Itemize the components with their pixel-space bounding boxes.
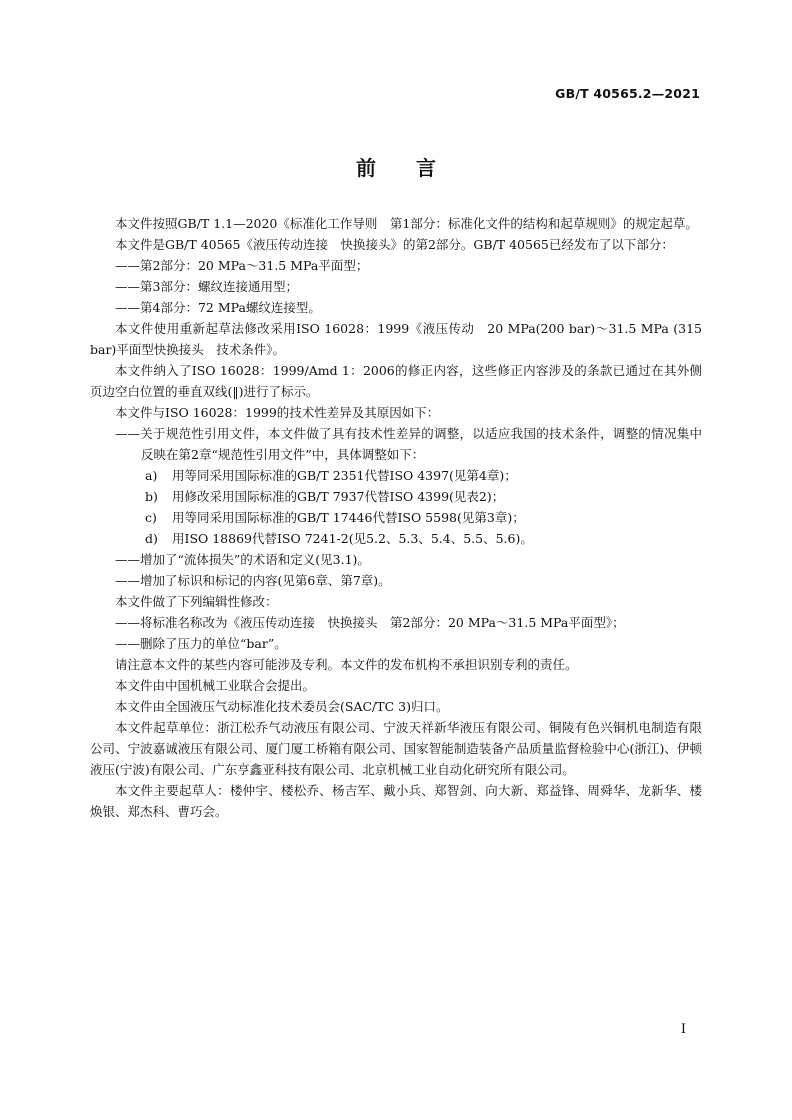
paragraph-series-parts: 本文件是GB/T 40565《液压传动连接 快换接头》的第2部分。GB/T 40565已经发布了以下部分： — [115, 237, 674, 252]
dash-item-part-3: ——第3部分：螺纹连接通用型； — [115, 279, 298, 294]
paragraph-drafters: 本文件主要起草人：楼仲宇、楼松乔、杨吉军、戴小兵、郑智剑、向大新、郑益锋、周舜华、龙新华、楼焕银、郑杰科、曹巧会。 — [90, 783, 702, 819]
dash-item-part-2: ——第2部分：20 MPa～31.5 MPa平面型； — [115, 258, 369, 273]
list-item-text: 用等同采用国际标准的GB/T 17446代替ISO 5598(见第3章)； — [172, 510, 525, 525]
dash-item-normative-references: ——关于规范性引用文件，本文件做了具有技术性差异的调整，以适应我国的技术条件，调整的情况集中反映在第2章“规范性引用文件”中，具体调整如下： — [115, 426, 702, 462]
paragraph-editorial-changes: 本文件做了下列编辑性修改： — [115, 594, 278, 609]
page-number: I — [680, 1022, 686, 1037]
paragraph-technical-differences: 本文件与ISO 16028：1999的技术性差异及其原因如下： — [115, 405, 440, 420]
dash-item-marking: ——增加了标识和标记的内容(见第6章、第7章)。 — [115, 573, 391, 588]
list-item — [90, 465, 702, 486]
paragraph-governed-by: 本文件由全国液压气动标准化技术委员会(SAC/TC 3)归口。 — [115, 699, 449, 714]
list-item-text: 用等同采用国际标准的GB/T 2351代替ISO 4397(见第4章)； — [172, 468, 517, 483]
list-item — [90, 507, 702, 528]
dash-item-part-4: ——第4部分：72 MPa螺纹连接型。 — [115, 300, 321, 315]
page-title: 前言 — [356, 156, 476, 180]
paragraph-amendment: 本文件纳入了ISO 16028：1999/Amd 1：2006的修正内容，这些修正内容涉及的条款已通过在其外侧页边空白位置的垂直双线(‖)进行了标示。 — [90, 363, 702, 399]
dash-item-fluid-loss: ——增加了“流体损失”的术语和定义(见3.1)。 — [115, 552, 370, 567]
paragraph-drafting-organizations: 本文件起草单位：浙江松乔气动液压有限公司、宁波天祥新华液压有限公司、铜陵有色兴铜机电制造有限公司、宁波嘉诚液压有限公司、厦门厦工桥箱有限公司、国家智能制造装备产品质量监督检验中心(浙江)、伊顿液压(宁波)有限公司、广东亨鑫亚科技有限公司、北京机械工业自动化研究所有限公司。 — [90, 720, 702, 777]
list-item-label: a) — [145, 468, 158, 483]
list-item-label: b) — [145, 489, 158, 504]
list-item — [90, 528, 702, 549]
list-item-text: 用修改采用国际标准的GB/T 7937代替ISO 4399(见表2)； — [172, 489, 505, 504]
dash-item-rename: ——将标准名称改为《液压传动连接 快换接头 第2部分：20 MPa～31.5 MPa平面型》； — [115, 615, 625, 630]
dash-item-remove-bar: ——删除了压力的单位“bar”。 — [115, 636, 287, 651]
list-item — [90, 486, 702, 507]
document-body — [90, 213, 702, 822]
paragraph-adoption: 本文件使用重新起草法修改采用ISO 16028：1999《液压传动 20 MPa(200 bar)～31.5 MPa (315 bar)平面型快换接头 技术条件》。 — [90, 321, 702, 357]
paragraph-drafting-rules: 本文件按照GB/T 1.1—2020《标准化工作导则 第1部分：标准化文件的结构和起草规则》的规定起草。 — [115, 216, 698, 231]
paragraph-patent-notice: 请注意本文件的某些内容可能涉及专利。本文件的发布机构不承担识别专利的责任。 — [115, 657, 578, 672]
list-item-text: 用ISO 18869代替ISO 7241-2(见5.2、5.3、5.4、5.5、5.6)。 — [172, 531, 533, 546]
standard-number: GB/T 40565.2—2021 — [555, 86, 700, 101]
list-item-label: c) — [145, 510, 157, 525]
list-item-label: d) — [145, 531, 158, 546]
paragraph-proposed-by: 本文件由中国机械工业联合会提出。 — [115, 678, 316, 693]
